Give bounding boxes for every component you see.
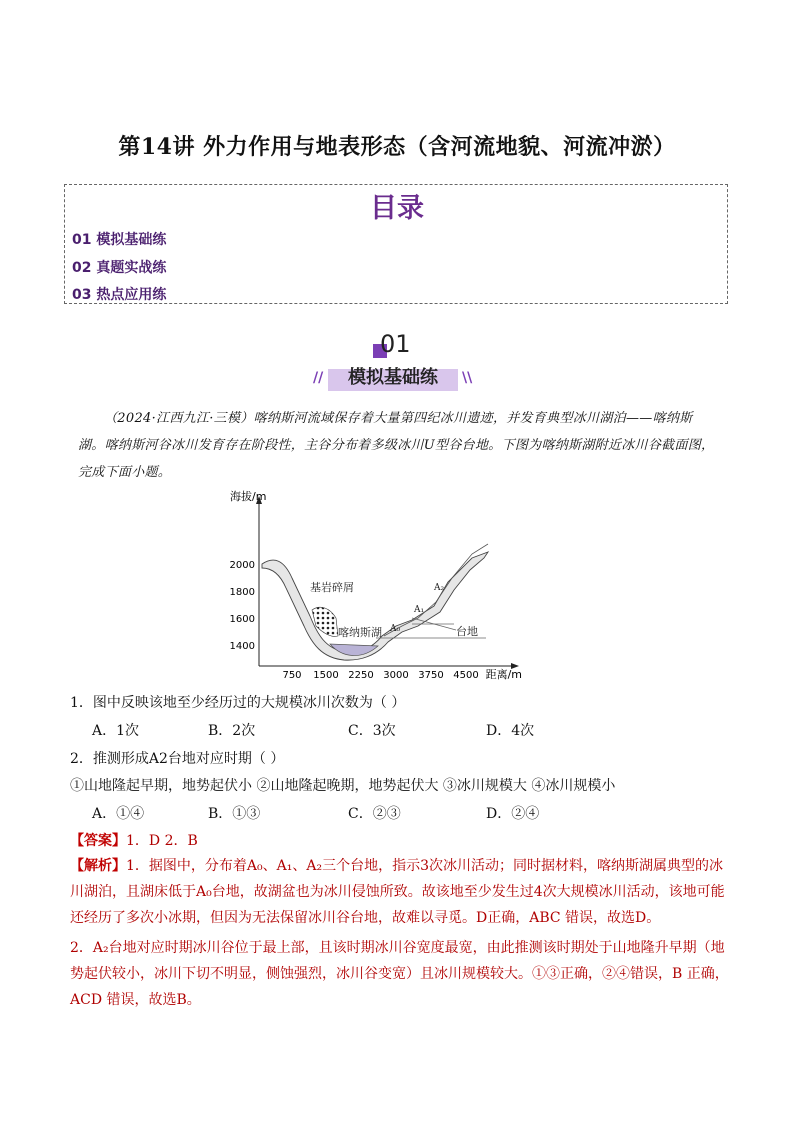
q2-option-a[interactable]: A．①④ (92, 806, 145, 822)
label-a1: A₁ (414, 605, 425, 615)
section-deco-left: // (313, 370, 324, 386)
label-platform: 台地 (456, 625, 478, 638)
question-2-stem: 2．推测形成A2台地对应时期（ ） (70, 751, 285, 767)
q1-option-d[interactable]: D．4次 (486, 723, 535, 739)
label-a2: A₂ (434, 583, 445, 593)
section-deco-right: \\ (462, 370, 473, 386)
q2-option-b[interactable]: B．①③ (208, 806, 261, 822)
q2-option-d[interactable]: D．②④ (486, 806, 540, 822)
y-tick: 1400 (229, 641, 255, 652)
x-tick: 2250 (348, 670, 374, 681)
y-axis-label: 海拔/m (230, 490, 267, 503)
answer-line (70, 830, 198, 850)
q1-option-c[interactable]: C．3次 (348, 723, 396, 739)
label-a0: A₀ (390, 624, 401, 634)
analysis-text-1: 1．据图中，分布着A₀、A₁、A₂三个台地，指示3次冰川活动；同时据材料，喀纳斯湖属典型的冰川湖泊，且湖床低于A₀台地，故湖盆也为冰川侵蚀所致。故该地至少发生过4次大规模冰川活动，该地可能还经历了多次小冰期，但因为无法保留冰川谷台地，故难以寻觅。D正确，ABC 错误，故选D。 (70, 858, 725, 926)
x-tick: 750 (282, 670, 302, 681)
page-title: 第14讲 外力作用与地表形态（含河流地貌、河流冲淤） (118, 134, 676, 160)
q2-option-c[interactable]: C．②③ (348, 806, 401, 822)
x-tick: 3750 (418, 670, 444, 681)
question-2-statements: ①山地隆起早期，地势起伏小 ②山地隆起晚期，地势起伏大 ③冰川规模大 ④冰川规模小 (70, 778, 616, 794)
y-tick: 1600 (229, 614, 255, 625)
toc-item-2[interactable]: 02 真题实战练 (72, 260, 167, 276)
question-intro: （2024·江西九江·三模）喀纳斯河流域保存着大量第四纪冰川遗迹，并发育典型冰川湖泊——喀纳斯湖。喀纳斯河谷冰川发育存在阶段性，主谷分布着多级冰川U型谷台地。下图为喀纳斯湖附近冰川谷截面图，完成下面小题。 (78, 411, 715, 480)
x-tick: 4500 (453, 670, 479, 681)
analysis-paragraph-2: 2．A₂台地对应时期冰川谷位于最上部，且该时期冰川谷宽度最宽，由此推测该时期处于山地隆升早期（地势起伏较小，冰川下切不明显，侧蚀强烈，冰川谷变宽）且冰川规模较大。①③正确，②④错误，B 正确，ACD 错误，故选B。 (70, 940, 729, 1008)
y-tick: 1800 (229, 587, 255, 598)
answer-text: 1．D 2．B (126, 833, 198, 849)
x-tick: 1500 (313, 670, 339, 681)
glacier-valley-cross-section (226, 486, 526, 682)
label-lake: 喀纳斯湖 (338, 626, 382, 639)
section-number: 01 (380, 330, 411, 358)
toc-item-3[interactable]: 03 热点应用练 (72, 287, 167, 303)
section-band (328, 363, 458, 393)
q1-option-b[interactable]: B．2次 (208, 723, 256, 739)
label-debris: 基岩碎屑 (310, 581, 354, 594)
y-tick: 2000 (229, 560, 255, 571)
toc-item-1[interactable]: 01 模拟基础练 (72, 232, 167, 248)
valley-profile (262, 552, 488, 660)
q1-option-a[interactable]: A．1次 (92, 723, 140, 739)
x-axis-label: 距离/m (485, 668, 522, 681)
question-1-stem: 1．图中反映该地至少经历过的大规模冰川次数为（ ） (70, 695, 406, 711)
answer-tag: 【答案】 (70, 833, 126, 849)
section-title: 模拟基础练 (348, 367, 438, 388)
analysis-tag: 【解析】 (70, 858, 126, 874)
analysis-paragraph-1 (70, 853, 730, 931)
x-tick: 3000 (383, 670, 409, 681)
toc-heading: 目录 (370, 193, 424, 224)
